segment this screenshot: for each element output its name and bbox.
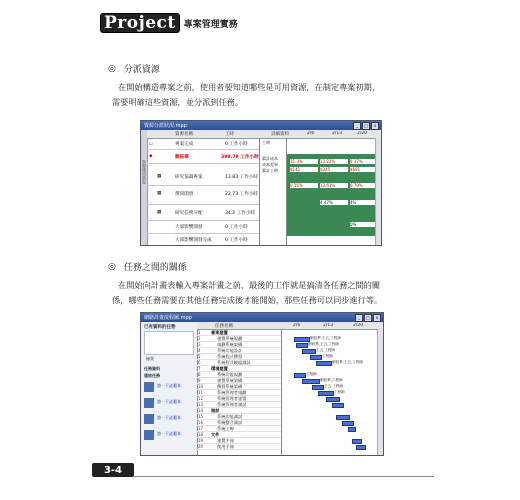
table-row[interactable]: 大部影響開發: [175, 225, 203, 230]
table-cell: 0 工作小時: [225, 225, 248, 230]
task-row[interactable]: 系統程式模組測試: [217, 360, 251, 365]
guide-step-icon: [144, 414, 154, 424]
section1-title: 分派資源: [123, 65, 160, 75]
window2-scrollbar[interactable]: [377, 329, 383, 455]
row-number: 2: [198, 336, 201, 341]
gantt-bar-label: 王五,工程師: [324, 384, 344, 388]
value-cell: 13.61%: [320, 183, 348, 188]
book-subtitle: 專案管理實務: [183, 19, 238, 30]
row-number: 7: [198, 366, 201, 371]
col-date-2: 2/13: [332, 131, 343, 136]
task-row[interactable]: 建置手冊: [217, 438, 234, 443]
book-logo: Project: [100, 13, 180, 33]
task-row[interactable]: 使用手冊: [217, 444, 234, 449]
gantt-bar-label: 劉鈺華,王五,工程師: [308, 342, 340, 346]
gantt-bar[interactable]: [302, 349, 316, 354]
gantt-bar[interactable]: [296, 343, 308, 348]
guide-subheading: 連結任務: [144, 373, 160, 378]
task-row[interactable]: 系統程式撰寫: [217, 354, 243, 359]
row-number: 1: [198, 330, 201, 335]
guide-link[interactable]: 第一下此範本: [157, 415, 181, 420]
gantt-chart-area: [282, 330, 377, 455]
guide-heading: 已有資料的任務: [144, 325, 176, 330]
row-number: 3: [198, 342, 201, 347]
maximize-icon[interactable]: □: [362, 122, 370, 130]
value-cell: 11.3%: [290, 159, 318, 164]
gantt-bar-label: 劉鈺華,王五,工程師: [332, 360, 364, 364]
gantt-bar[interactable]: [294, 373, 306, 378]
window1-titlebar: [141, 121, 381, 130]
value-cell: $681: [350, 167, 378, 172]
minimize-icon[interactable]: _: [353, 122, 361, 130]
row-number: 19: [198, 438, 204, 443]
table-cell: 0 工作小時: [225, 238, 248, 243]
row-number: 18: [198, 432, 204, 437]
gantt-bar-label: 劉鈺華,工程師: [320, 378, 343, 382]
guide-step-icon: [144, 430, 154, 440]
table-row[interactable]: 專案完成: [175, 142, 194, 147]
table-cell: 34.2 工作小時: [225, 211, 256, 216]
table-row[interactable]: 大部影響開發完成: [175, 238, 212, 243]
value-cell: 0%: [350, 222, 378, 227]
table-cell: 13.83 工作小時: [225, 175, 258, 180]
footer-rule: [134, 476, 434, 477]
task-row[interactable]: 系統管理者測試: [217, 402, 247, 407]
warning-icon: ◆: [149, 154, 153, 159]
guide-step-icon: [144, 398, 154, 408]
guide-step-icon: [144, 382, 154, 392]
detail-label: 累計工時: [262, 168, 278, 173]
value-cell: 4.47%: [320, 200, 348, 205]
resource-icon: ▦: [157, 210, 162, 215]
row-number: 6: [198, 360, 201, 365]
section1-line2: 需要明確這些資源，並分派到任務。: [112, 97, 244, 107]
row-number: 11: [198, 390, 204, 395]
col-resource-name[interactable]: 資源名稱: [175, 132, 193, 137]
gantt-bar[interactable]: [332, 403, 344, 408]
gantt-bar-label: 劉鈺華,王五,工程師: [310, 336, 342, 340]
row-number: 4: [198, 348, 201, 353]
section1-heading: [108, 62, 160, 75]
task-row[interactable]: 環境建置: [211, 366, 228, 371]
window2-header-row: [197, 322, 383, 330]
side-label: 資源使用狀況: [142, 160, 147, 184]
section1-paragraph: [112, 80, 442, 110]
window1-timephased-grid: [260, 138, 381, 245]
value-cell: $345: [320, 167, 348, 172]
task-row[interactable]: 建置系統規劃: [217, 336, 243, 341]
task-row[interactable]: 撰寫系統架構: [217, 384, 243, 389]
gantt-window: [140, 312, 384, 456]
section2-line1: 在開始向計畫表輸入專案計畫之前，最後的工作就是搞清各任務之間的關: [118, 280, 381, 290]
row-number: 15: [198, 414, 204, 419]
gantt-bar[interactable]: [318, 391, 334, 396]
task-row[interactable]: 文件: [211, 432, 220, 437]
resource-usage-window: [140, 120, 382, 246]
row-number: 5: [198, 354, 201, 359]
gantt-bar-label: 工程師: [322, 354, 333, 358]
minimize-icon[interactable]: _: [355, 314, 363, 322]
resource-icon: ▦: [157, 191, 162, 196]
close-icon[interactable]: x: [371, 122, 379, 130]
section1-line1: 在開始構造專案之前，使用者要知道哪些是可用資源，在制定專案初期，: [118, 82, 381, 92]
gantt-bar[interactable]: [312, 385, 324, 390]
table-cell: 22.73 工作小時: [225, 192, 258, 197]
task-row[interactable]: 系統上線: [217, 426, 234, 431]
task-row[interactable]: 測試: [211, 408, 220, 413]
task-row[interactable]: 系統功能設計: [217, 348, 243, 353]
gantt-bar-label: 工程師: [306, 372, 317, 376]
row-number: 12: [198, 396, 204, 401]
gantt-bar[interactable]: [310, 355, 322, 360]
gantt-bar[interactable]: [356, 445, 366, 450]
gantt-bar[interactable]: [302, 379, 320, 384]
project-guide-panel: [141, 322, 198, 455]
row-number: 16: [198, 420, 204, 425]
gantt-bar[interactable]: [326, 397, 340, 402]
section2-title: 任務之間的關係: [123, 263, 187, 273]
section2-heading: [108, 260, 187, 273]
value-cell: 4%: [350, 200, 378, 205]
col-date-3: 2/20: [357, 131, 368, 136]
gantt-bar[interactable]: [336, 415, 350, 420]
gantt-bar-label: 工程師: [334, 390, 345, 394]
value-cell: 6.79%: [350, 183, 378, 188]
task-row[interactable]: 系統功能測試: [217, 414, 243, 419]
table-row[interactable]: 劉鈺華: [175, 155, 189, 160]
gantt-bar[interactable]: [342, 421, 354, 426]
col-date-1: 2/6: [307, 131, 315, 136]
col-task-name[interactable]: 任務名稱: [215, 324, 233, 329]
task-row[interactable]: 系統管理者建置: [217, 396, 247, 401]
col-work[interactable]: 工時: [225, 132, 234, 137]
book-header: [100, 14, 238, 32]
table-row[interactable]: 研究任務分配: [175, 211, 203, 216]
table-cell: 0 工作小時: [225, 142, 248, 147]
col-date-2: 2/13: [323, 323, 334, 328]
window2-title: 網路計畫流程圖.mpp: [144, 315, 192, 321]
close-icon[interactable]: x: [373, 314, 381, 322]
value-cell: 8.17%: [350, 159, 378, 164]
table-cell: 399.78 工作小時: [221, 155, 259, 160]
guide-link[interactable]: 第一下此範本: [157, 399, 181, 404]
table-row[interactable]: 研究協調專案: [175, 175, 203, 180]
value-cell: 13.22%: [320, 159, 348, 164]
gantt-bar[interactable]: [352, 439, 362, 444]
detail-label: 累計成本: [262, 156, 278, 161]
page-number: 3-4: [92, 463, 134, 477]
window1-resource-table: ☐ 專案完成 0 工作小時 ◆ 劉鈺華 399.78 工作小時 ▦ 研究協調專案 13.83 工作小時 ▦ 撰寫開發 22.73 工作小時 ▦ 研究任務分配 34.2 工作小時 大部影響開發 0 工作小時 大部影響開發完成 0 工作小時: [149, 141, 259, 243]
row-number: 14: [198, 408, 204, 413]
gantt-bar[interactable]: [348, 427, 356, 432]
resource-icon: ▦: [157, 174, 162, 179]
window1-scrollbar[interactable]: [375, 138, 381, 245]
gantt-bar[interactable]: [316, 361, 332, 366]
guide-link[interactable]: 檢查: [146, 356, 154, 361]
task-row[interactable]: 專案建置: [211, 330, 228, 335]
guide-subheading: 任務資料: [144, 366, 160, 371]
value-cell: 0.15%: [290, 183, 318, 188]
maximize-icon[interactable]: □: [364, 314, 372, 322]
bullet-icon: ◎: [108, 261, 116, 272]
guide-link[interactable]: 第一下此範本: [157, 383, 181, 388]
row-number: 9: [198, 378, 201, 383]
section2-paragraph: [112, 278, 442, 308]
detail-label: 工時: [262, 140, 270, 145]
window1-title: 資源分派狀況.mpp: [144, 123, 187, 129]
task-row[interactable]: 系統管理者規劃: [217, 390, 247, 395]
task-row[interactable]: 建置系統架構: [217, 378, 243, 383]
task-row[interactable]: 系統整合測試: [217, 420, 243, 425]
row-number: 13: [198, 402, 204, 407]
row-number: 10: [198, 384, 204, 389]
row-number: 20: [198, 444, 204, 449]
bullet-icon: ◎: [108, 63, 116, 74]
row-number: 17: [198, 426, 204, 431]
window2-titlebar: [141, 313, 383, 322]
table-row[interactable]: 撰寫開發: [175, 192, 194, 197]
task-row[interactable]: 規劃系統架構: [217, 342, 243, 347]
section2-line2: 係，哪些任務需要在其他任務完成後才能開始，那些任務可以同步進行等。: [112, 295, 383, 305]
task-table: [197, 330, 281, 455]
col-details[interactable]: 詳細資料: [271, 132, 289, 137]
row-number: 8: [198, 372, 201, 377]
task-row[interactable]: 系統功能規劃: [217, 372, 243, 377]
detail-label: 成本差異: [262, 162, 278, 167]
col-date-1: 2/6: [293, 323, 301, 328]
guide-link[interactable]: 第一下此範本: [157, 431, 181, 436]
col-date-3: 2/20: [353, 323, 364, 328]
value-cell: $141: [290, 167, 318, 172]
gantt-bar-label: 王五,工程師: [316, 348, 336, 352]
